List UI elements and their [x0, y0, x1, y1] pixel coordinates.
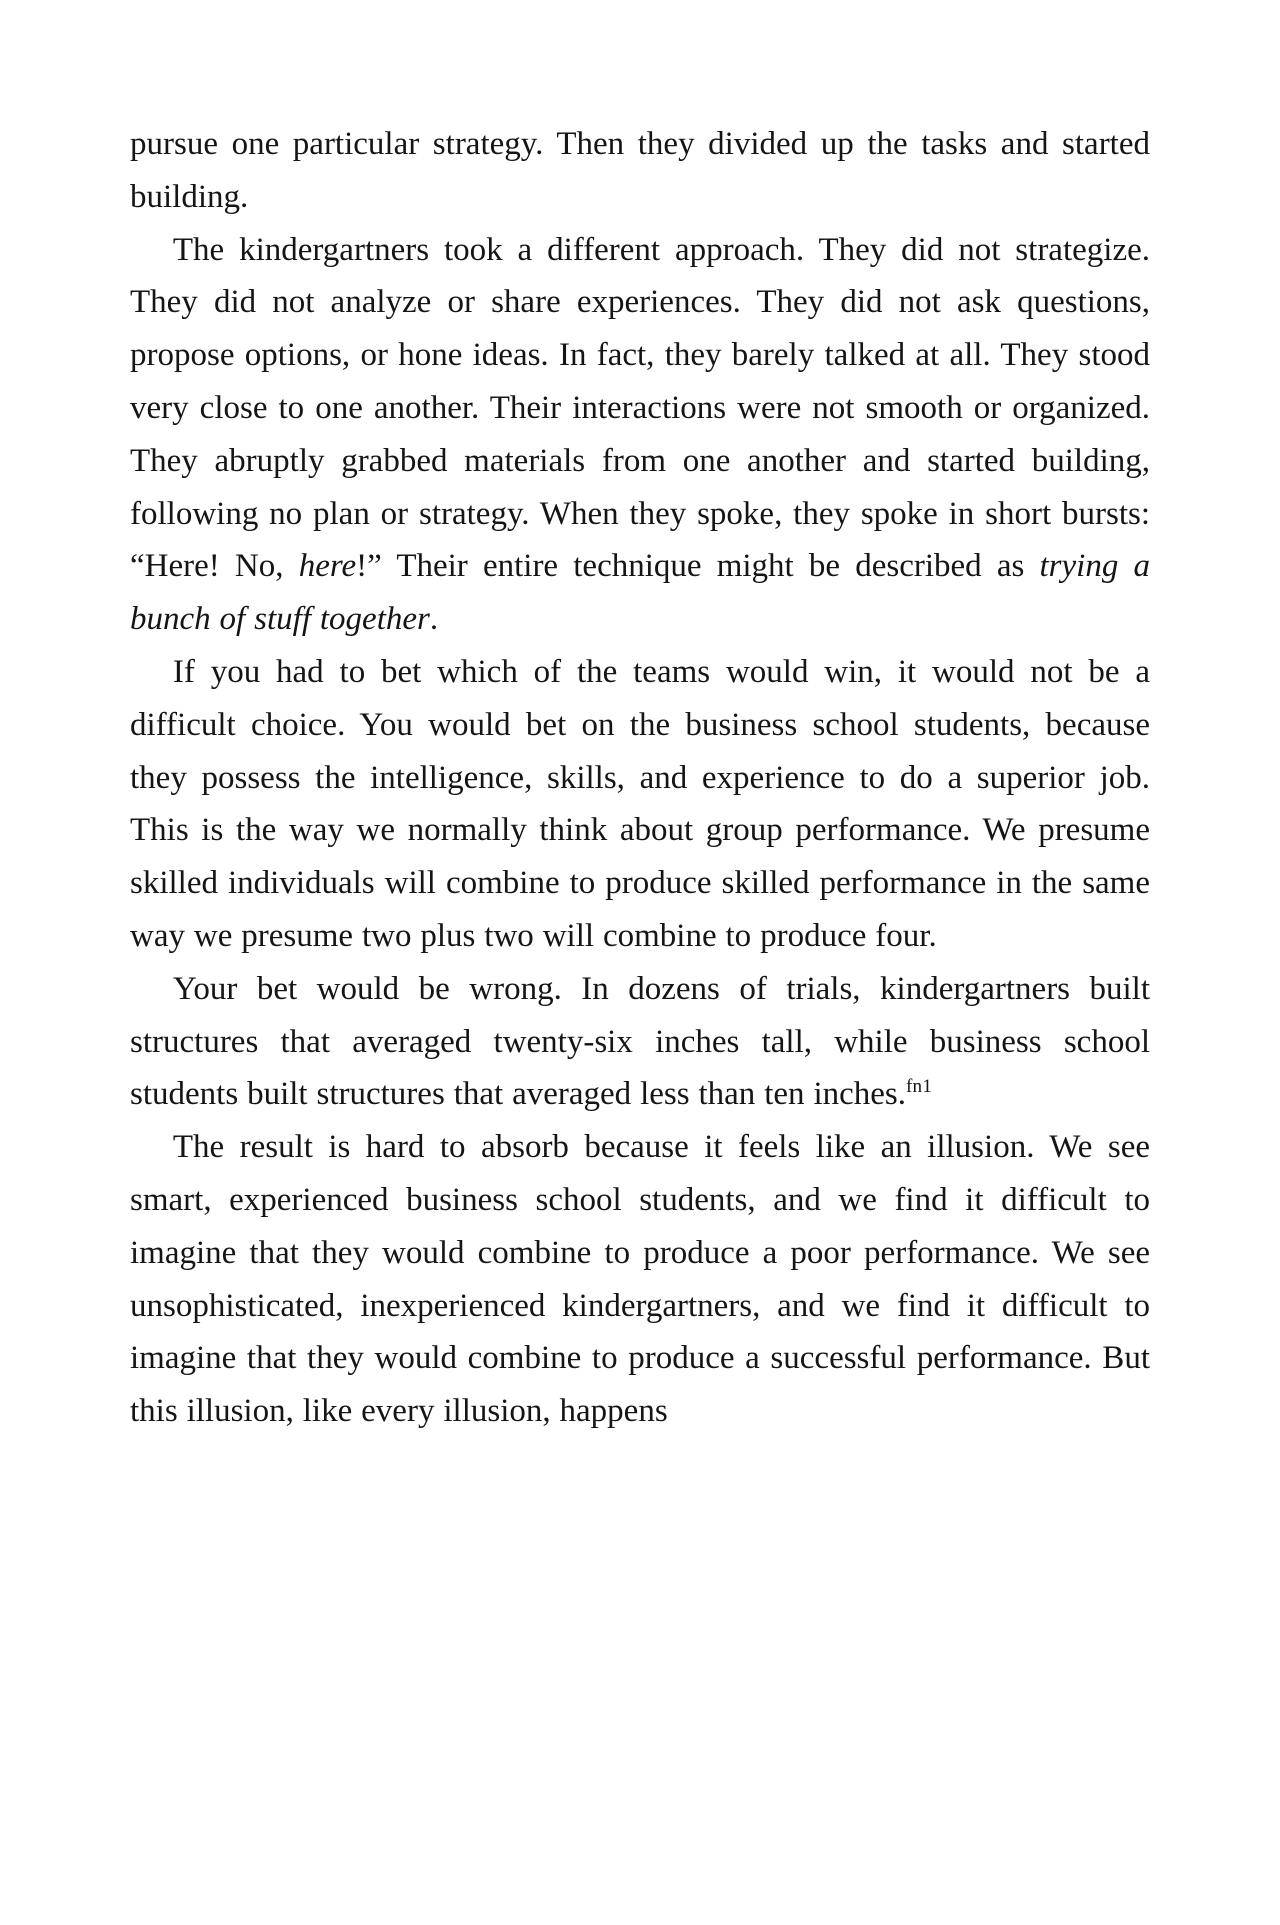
page-text	[130, 118, 1150, 1438]
text-run: !” Their entire technique might be described as	[356, 548, 1040, 585]
text-run: The kindergartners took a different approach. They did not strategize. They did not analyze or share experiences. They did not ask questions, propose options, or hone ideas. In fact, they barely talked at all. They stood very close to one another. Their interactions were not smooth or organized. They abruptly grabbed materials from one another and started building, following no plan or strategy. When they spoke, they spoke in short bursts: “Here! No,	[130, 231, 1150, 585]
footnote-ref[interactable]: fn1	[906, 1076, 933, 1098]
text-run: The result is hard to absorb because it feels like an illusion. We see smart, experienced business school students, and we find it difficult to imagine that they would combine to produce a poor performance. We see unsophisticated, inexperienced kindergartners, and we find it difficult to imagine that they would combine to produce a successful performance. But this illusion, like every illusion, happens	[130, 1129, 1150, 1430]
text-run: .	[429, 601, 439, 638]
italic-text: here	[298, 548, 357, 585]
text-run: Your bet would be wrong. In dozens of trials, kindergartners built structures that averaged twenty-six inches tall, while business school students built structures that averaged less than ten inches.	[130, 970, 1150, 1113]
text-run: If you had to bet which of the teams would win, it would not be a difficult choice. You would bet on the business school students, because they possess the intelligence, skills, and experience to do a superior job. This is the way we normally think about group performance. We presume skilled individuals will combine to produce skilled performance in the same way we presume two plus two will combine to produce four.	[130, 653, 1150, 954]
paragraph-1	[130, 118, 1150, 224]
text-run: pursue one particular strategy. Then they divided up the tasks and started building.	[130, 126, 1150, 215]
paragraph-4	[130, 963, 1150, 1121]
italic-text: trying a bunch of stuff together	[130, 548, 1151, 638]
paragraph-3	[130, 646, 1150, 963]
paragraph-2	[130, 224, 1150, 646]
paragraph-5	[130, 1121, 1150, 1438]
